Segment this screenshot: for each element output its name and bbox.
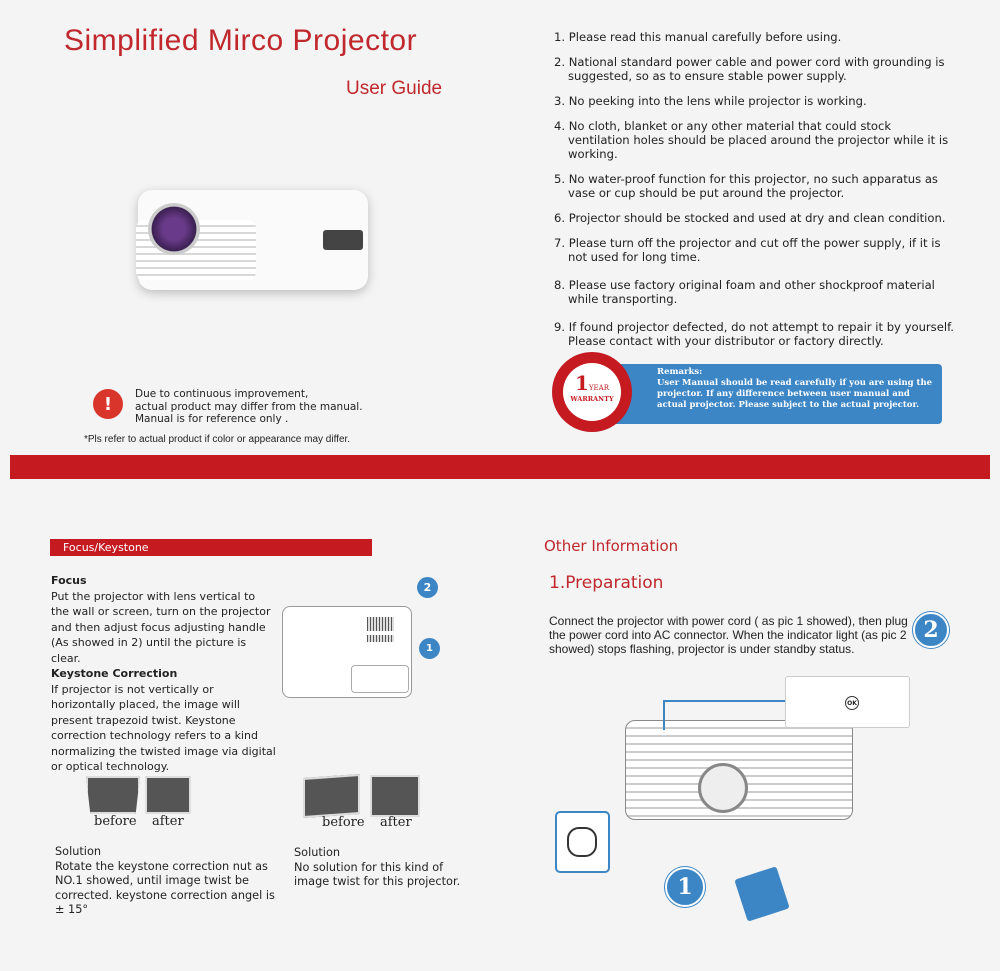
after-label: after	[152, 814, 184, 829]
solution-1	[55, 845, 280, 918]
before-image-2	[303, 774, 360, 818]
connector-line	[663, 700, 665, 730]
other-info-title: Other Information	[544, 537, 679, 555]
rule-item: 1. Please read this manual carefully before using.	[554, 30, 842, 44]
projector-top-diagram	[282, 606, 412, 698]
warranty-number: 1	[575, 371, 589, 395]
preparation-text: Connect the projector with power cord ( as pic 1 showed), then plug the power cord into AC connector. When the indicator light (as pic 2 showed) stops flashing, projector is under standby status.	[549, 614, 908, 656]
appearance-note: *Pls refer to actual product if color or appearance may differ.	[84, 434, 351, 445]
solution-2	[294, 846, 469, 890]
remarks-box	[612, 364, 942, 424]
remarks-title: Remarks:	[657, 367, 703, 377]
solution-text: Rotate the keystone correction nut as NO.1 showed, until image twist be corrected. keystone correction angel is ± 15°	[55, 859, 275, 916]
page-subtitle: User Guide	[346, 78, 443, 99]
rule-item: 2. National standard power cable and power cord with grounding is suggested, so as to ensure stable power supply.	[554, 55, 945, 83]
after-label: after	[380, 815, 412, 830]
rule-item: 4. No cloth, blanket or any other material that could stock ventilation holes should be placed around the projector while it is working.	[554, 119, 949, 161]
notice-text	[135, 388, 363, 426]
focus-text	[51, 573, 276, 775]
rule-item: 8. Please use factory original foam and other shockproof material while transporting.	[554, 278, 935, 306]
rule-item: 3. No peeking into the lens while projector is working.	[554, 94, 867, 108]
before-label: before	[322, 815, 365, 830]
power-plug-icon	[734, 866, 789, 921]
notice-line: actual product may differ from the manual.	[135, 400, 363, 413]
before-label: before	[94, 814, 137, 829]
rule-item: 6. Projector should be stocked and used at dry and clean condition.	[554, 211, 946, 225]
callout-1: 1	[419, 638, 440, 659]
rule-item: 7. Please turn off the projector and cut off the power supply, if it is not used for long time.	[554, 236, 941, 264]
power-socket-diagram	[555, 811, 610, 873]
control-panel-diagram	[785, 676, 910, 728]
notice-line: Due to continuous improvement,	[135, 388, 309, 400]
solution-title: Solution	[294, 846, 341, 859]
divider-band	[10, 455, 990, 479]
section-header-focus: Focus/Keystone	[50, 539, 372, 556]
solution-title: Solution	[55, 845, 102, 858]
notice-line: Manual is for reference only .	[135, 413, 289, 425]
preparation-title: 1.Preparation	[549, 573, 664, 593]
connector-line	[663, 700, 785, 702]
keystone-body: If projector is not vertically or horizontally placed, the image will present trapezoid twist. Keystone correction technology refers to a kind normalizing the twisted image via digital or optical technology.	[51, 682, 276, 773]
pic2-badge: 2	[913, 612, 949, 648]
pic1-badge: 1	[665, 867, 705, 907]
focus-title: Focus	[51, 574, 87, 587]
before-image-1	[86, 776, 140, 814]
safety-rules-list	[554, 30, 954, 359]
warranty-year: YEAR	[588, 384, 609, 392]
keystone-title: Keystone Correction	[51, 667, 178, 680]
warranty-badge	[552, 352, 632, 432]
projector-image	[128, 175, 378, 300]
after-image-1	[145, 776, 191, 814]
rule-item: 5. No water-proof function for this projector, no such apparatus as vase or cup should be put around the projector.	[554, 172, 938, 200]
ok-button-icon: OK	[845, 696, 859, 710]
page-title: Simplified Mirco Projector	[64, 24, 418, 57]
warranty-label: WARRANTY	[570, 395, 614, 403]
solution-text: No solution for this kind of image twist for this projector.	[294, 860, 461, 888]
rule-item: 9. If found projector defected, do not attempt to repair it by yourself. Please contact with your distributor or factory directly.	[554, 320, 954, 348]
callout-2: 2	[417, 577, 438, 598]
focus-body: Put the projector with lens vertical to the wall or screen, turn on the projector and then adjust focus adjusting handle (As showed in 2) until the picture is clear.	[51, 589, 271, 665]
after-image-2	[370, 775, 420, 817]
remarks-text: User Manual should be read carefully if you are using the projector. If any difference between user manual and actual projector. Please subject to the actual projector.	[657, 378, 933, 410]
warning-icon: !	[93, 389, 123, 419]
